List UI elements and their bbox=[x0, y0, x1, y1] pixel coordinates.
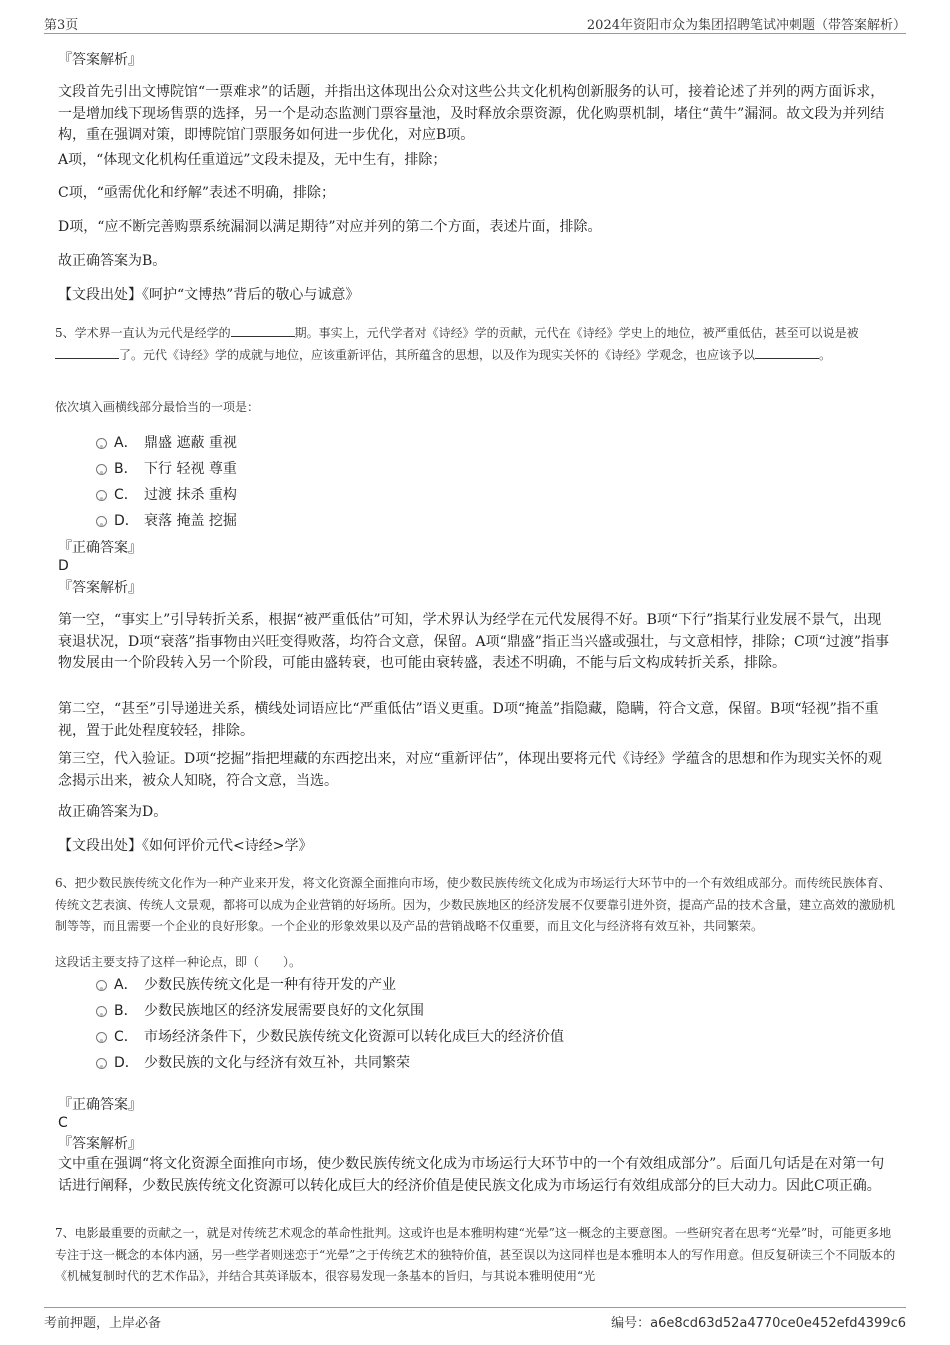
q6-prompt: 这段话主要支持了这样一种论点，即（ ）。 bbox=[55, 955, 302, 969]
q5-source: 【文段出处】《如何评价元代<诗经>学》 bbox=[58, 838, 313, 854]
option-text: 市场经济条件下，少数民族传统文化资源可以转化成巨大的经济价值 bbox=[144, 1029, 564, 1045]
page-footer bbox=[44, 1312, 906, 1332]
document-code bbox=[611, 1312, 906, 1331]
q4-source: 【文段出处】《呵护“文博热”背后的敬心与诚意》 bbox=[58, 287, 360, 303]
q5-correct-value: D bbox=[58, 558, 69, 574]
q5-stem-part2: 期。事实上，元代学者对《诗经》学的贡献，元代在《诗经》学史上的地位，被严重低估，甚至可以说是被 bbox=[294, 326, 859, 340]
option-letter: B． bbox=[114, 461, 138, 477]
code-value: a6e8cd63d52a4770ce0e452efd4399c6 bbox=[650, 1316, 906, 1331]
option-text: 下行 轻视 尊重 bbox=[144, 461, 237, 477]
q6-correct-value: C bbox=[58, 1115, 68, 1131]
option-text: 少数民族地区的经济发展需要良好的文化氛围 bbox=[144, 1003, 424, 1019]
q5-stem bbox=[55, 323, 897, 366]
q4-analysis-label: 『答案解析』 bbox=[58, 52, 142, 68]
radio-icon[interactable] bbox=[96, 980, 107, 991]
q5-analysis-3: 第三空，代入验证。D项“挖掘”指把埋藏的东西挖出来，对应“重新评估”，体现出要将元代《诗经》学蕴含的思想和作为现实关怀的观念揭示出来，被众人知晓，符合文意，当选。 bbox=[58, 751, 882, 789]
radio-icon[interactable] bbox=[96, 1006, 107, 1017]
option-text: 少数民族传统文化是一种有待开发的产业 bbox=[144, 977, 396, 993]
q5-correct-label: 『正确答案』 bbox=[58, 540, 142, 556]
q5-stem-part3: 了。元代《诗经》学的成就与地位，应该重新评估，其所蕴含的思想，以及作为现实关怀的《诗经》学观念，也应该予以 bbox=[119, 347, 756, 362]
option-text: 衰落 掩盖 挖掘 bbox=[144, 513, 237, 529]
option-letter: B． bbox=[114, 1003, 138, 1019]
radio-icon[interactable] bbox=[96, 438, 107, 449]
q6-stem: 6、把少数民族传统文化作为一种产业来开发，将文化资源全面推向市场，使少数民族传统文化成为市场运行大环节中的一个有效组成部分。而传统民族体育、传统文艺表演、传统人文景观，都将可以成为企业营销的好场所。因为，少数民族地区的经济发展不仅要靠引进外资，提高产品的技术含量，建立高效的激励机制等等，而且需要一个企业的良好形象。一个企业的形象效果以及产品的营销战略不仅重要，而且文化与经济将有效互补，共同繁荣。 bbox=[55, 876, 896, 933]
option-text: 鼎盛 遮蔽 重视 bbox=[144, 435, 237, 451]
q7-stem: 7、电影最重要的贡献之一，就是对传统艺术观念的革命性批判。这或许也是本雅明构建“光晕”这一概念的主要意图。一些研究者在思考“光晕”时，可能更多地专注于这一概念的本体内涵，另一些学者则迷恋于“光晕”之于传统艺术的独特价值，甚至误以为这同样也是本雅明本人的写作用意。但反复研读三个不同版本的《机械复制时代的艺术作品》，并结合其英译版本，很容易发现一条基本的旨归，与其说本雅明使用“光 bbox=[55, 1226, 896, 1283]
option-letter: C． bbox=[114, 487, 138, 503]
q5-analysis-1: 第一空，“事实上”引导转折关系，根据“被严重低估”可知，学术界认为经学在元代发展得不好。B项“下行”指某行业发展不景气，出现衰退状况，D项“衰落”指事物由兴旺变得败落，均符合文意，保留。A项“鼎盛”指正当兴盛或强壮，与文意相悖，排除；C项“过渡”指事物发展由一个阶段转入另一个阶段，可能由盛转衰，也可能由衰转盛，表述不明确，不能与后文构成转折关系，排除。 bbox=[58, 612, 889, 671]
q4-option-a-note: A项，“体现文化机构任重道远”文段未提及，无中生有，排除； bbox=[58, 152, 447, 168]
radio-icon[interactable] bbox=[96, 464, 107, 475]
option-letter: A． bbox=[114, 977, 138, 993]
option-letter: C． bbox=[114, 1029, 138, 1045]
footer-slogan: 考前押题，上岸必备 bbox=[44, 1316, 162, 1331]
radio-icon[interactable] bbox=[96, 1032, 107, 1043]
q5-prompt: 依次填入画横线部分最恰当的一项是： bbox=[55, 400, 260, 414]
radio-icon[interactable] bbox=[96, 1058, 107, 1069]
page-header bbox=[44, 14, 906, 32]
option-text: 少数民族的文化与经济有效互补，共同繁荣 bbox=[144, 1055, 410, 1071]
q5-blank-1 bbox=[231, 324, 295, 337]
header-divider bbox=[44, 33, 906, 34]
q6-correct-label: 『正确答案』 bbox=[58, 1097, 142, 1113]
option-letter: D． bbox=[114, 1055, 139, 1071]
q5-blank-3 bbox=[755, 346, 819, 359]
radio-icon[interactable] bbox=[96, 490, 107, 501]
radio-icon[interactable] bbox=[96, 516, 107, 527]
q5-blank-2 bbox=[55, 346, 119, 359]
document-title: 2024年资阳市众为集团招聘笔试冲刺题（带答案解析） bbox=[586, 18, 906, 33]
q5-stem-part1: 5、学术界一直认为元代是经学的 bbox=[55, 326, 231, 340]
option-text: 过渡 抹杀 重构 bbox=[144, 487, 237, 503]
q5-stem-end: 。 bbox=[819, 347, 832, 362]
q4-conclusion: 故正确答案为B。 bbox=[58, 253, 167, 269]
footer-divider bbox=[44, 1307, 906, 1308]
option-letter: D． bbox=[114, 513, 139, 529]
option-letter: A． bbox=[114, 435, 138, 451]
q5-conclusion: 故正确答案为D。 bbox=[58, 804, 168, 820]
page-number: 第3页 bbox=[44, 18, 79, 33]
code-label: 编号： bbox=[611, 1316, 651, 1331]
q6-analysis: 文中重在强调“将文化资源全面推向市场，使少数民族传统文化成为市场运行大环节中的一个有效组成部分”。后面几句话是在对第一句话进行阐释，少数民族传统文化资源可以转化成巨大的经济价值是使民族文化成为市场运行有效组成部分的巨大动力。因此C项正确。 bbox=[58, 1156, 885, 1194]
q4-analysis-paragraph: 文段首先引出文博院馆“一票难求”的话题，并指出这体现出公众对这些公共文化机构创新服务的认可，接着论述了并列的两方面诉求，一是增加线下现场售票的选择，另一个是动态监测门票容量池，及时释放余票资源，优化购票机制，堵住“黄牛”漏洞。故文段为并列结构，重在强调对策，即博院馆门票服务如何进一步优化，对应B项。 bbox=[58, 84, 885, 143]
q4-option-d-note: D项，“应不断完善购票系统漏洞以满足期待”对应并列的第二个方面，表述片面，排除。 bbox=[58, 219, 602, 235]
q5-analysis-2: 第二空，“甚至”引导递进关系，横线处词语应比“严重低估”语义更重。D项“掩盖”指隐藏，隐瞒，符合文意，保留。B项“轻视”指不重视，置于此处程度较轻，排除。 bbox=[58, 701, 879, 739]
q6-analysis-label: 『答案解析』 bbox=[58, 1136, 142, 1152]
q5-analysis-label: 『答案解析』 bbox=[58, 580, 142, 596]
q4-option-c-note: C项，“亟需优化和纾解”表述不明确，排除； bbox=[58, 185, 336, 201]
